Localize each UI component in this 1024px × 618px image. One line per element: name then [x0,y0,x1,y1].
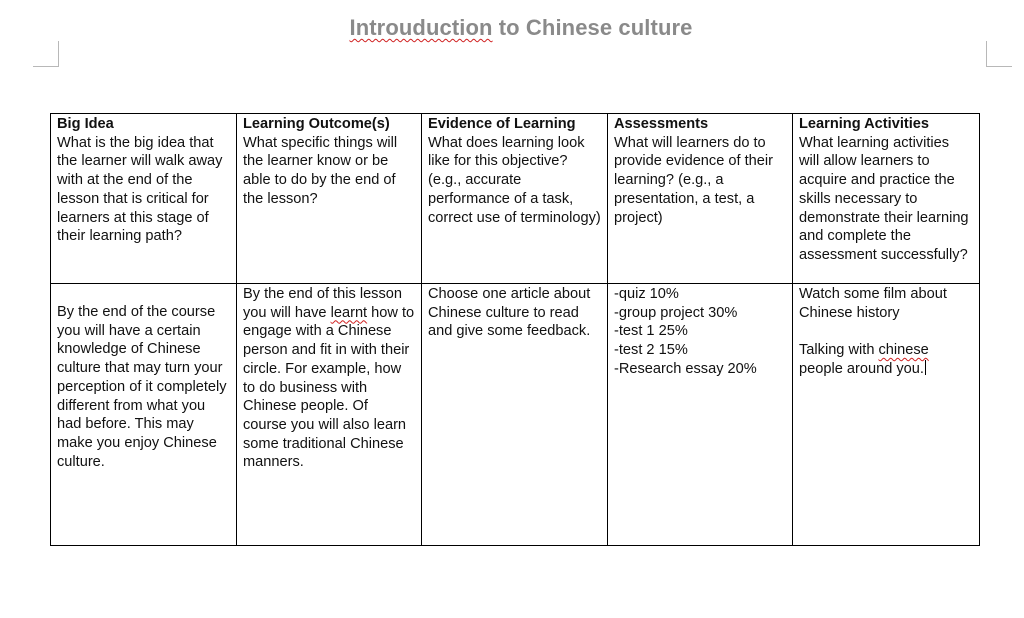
outcome-text-end: how to engage with a Chinese person and fit in with their circle. For example, how to do business with Chinese people. Of course you will also learn some traditional Chinese manners. [243,304,415,471]
content-cell-big-idea[interactable] [51,284,237,546]
content-cell-evidence-of-learning[interactable] [422,284,608,546]
lesson-plan-table [50,113,980,546]
assessment-line: -test 2 15% [614,342,688,359]
right-margin-marker [986,41,1012,67]
activity-two-end: people around you. [799,360,924,377]
content-cell-learning-activities[interactable] [793,284,980,546]
column-description: What learning activities will allow learners to acquire and practice the skills necessary to demonstrate their learning and complete the assessment successfully? [799,134,969,263]
assessment-line: -group project 30% [614,304,738,321]
assessment-line: -quiz 10% [614,286,679,302]
activity-one-text: Watch some film about Chinese history [799,286,947,321]
column-description: What specific things will the learner know or be able to do by the end of the lesson? [243,134,398,207]
assessment-line: -Research essay 20% [614,360,757,377]
column-description: What is the big idea that the learner will walk away with at the end of the lesson that is critical for learners at this stage of their learning path? [57,134,223,245]
outcome-text-start: By the end of this lesson you will have [243,286,403,321]
column-description: What does learning look like for this objective? (e.g., accurate performance of a task, correct use of terminology) [428,134,601,226]
column-heading: Assessments [614,116,709,132]
column-heading: Big Idea [57,116,114,132]
big-idea-text: By the end of the course you will have a certain knowledge of Chinese culture that may turn your perception of it completely different from what you had before. This may make you enjoy Chinese culture. [57,304,227,470]
evidence-text: Choose one article about Chinese culture to read and give some feedback. [428,286,591,340]
header-cell-evidence-of-learning[interactable] [422,114,608,284]
content-row [51,284,980,546]
content-cell-assessments[interactable] [608,284,793,546]
content-cell-learning-outcomes[interactable] [237,284,422,546]
blank-line [799,322,973,341]
outcome-misspelled-word: learnt [330,304,368,321]
header-cell-learning-activities[interactable] [793,114,980,284]
document-title [0,15,1024,41]
column-heading: Learning Activities [799,116,930,132]
activity-two-text [799,341,973,378]
header-cell-assessments[interactable] [608,114,793,284]
header-cell-learning-outcomes[interactable] [237,114,422,284]
header-row [51,114,980,284]
text-cursor [925,360,926,375]
learning-outcome-text [243,285,415,472]
column-description: What will learners do to provide evidence of their learning? (e.g., a presentation, a test, a project) [614,134,774,226]
column-heading: Learning Outcome(s) [243,116,390,132]
activity-two-start: Talking with [799,342,879,359]
assessment-line: -test 1 25% [614,323,688,340]
title-misspelled-word: Introuduction [349,15,493,40]
title-rest: to Chinese culture [492,15,693,40]
header-cell-big-idea[interactable] [51,114,237,284]
activity-misspelled-word: chinese [878,342,929,359]
left-margin-marker [33,41,59,67]
column-heading: Evidence of Learning [428,116,576,132]
